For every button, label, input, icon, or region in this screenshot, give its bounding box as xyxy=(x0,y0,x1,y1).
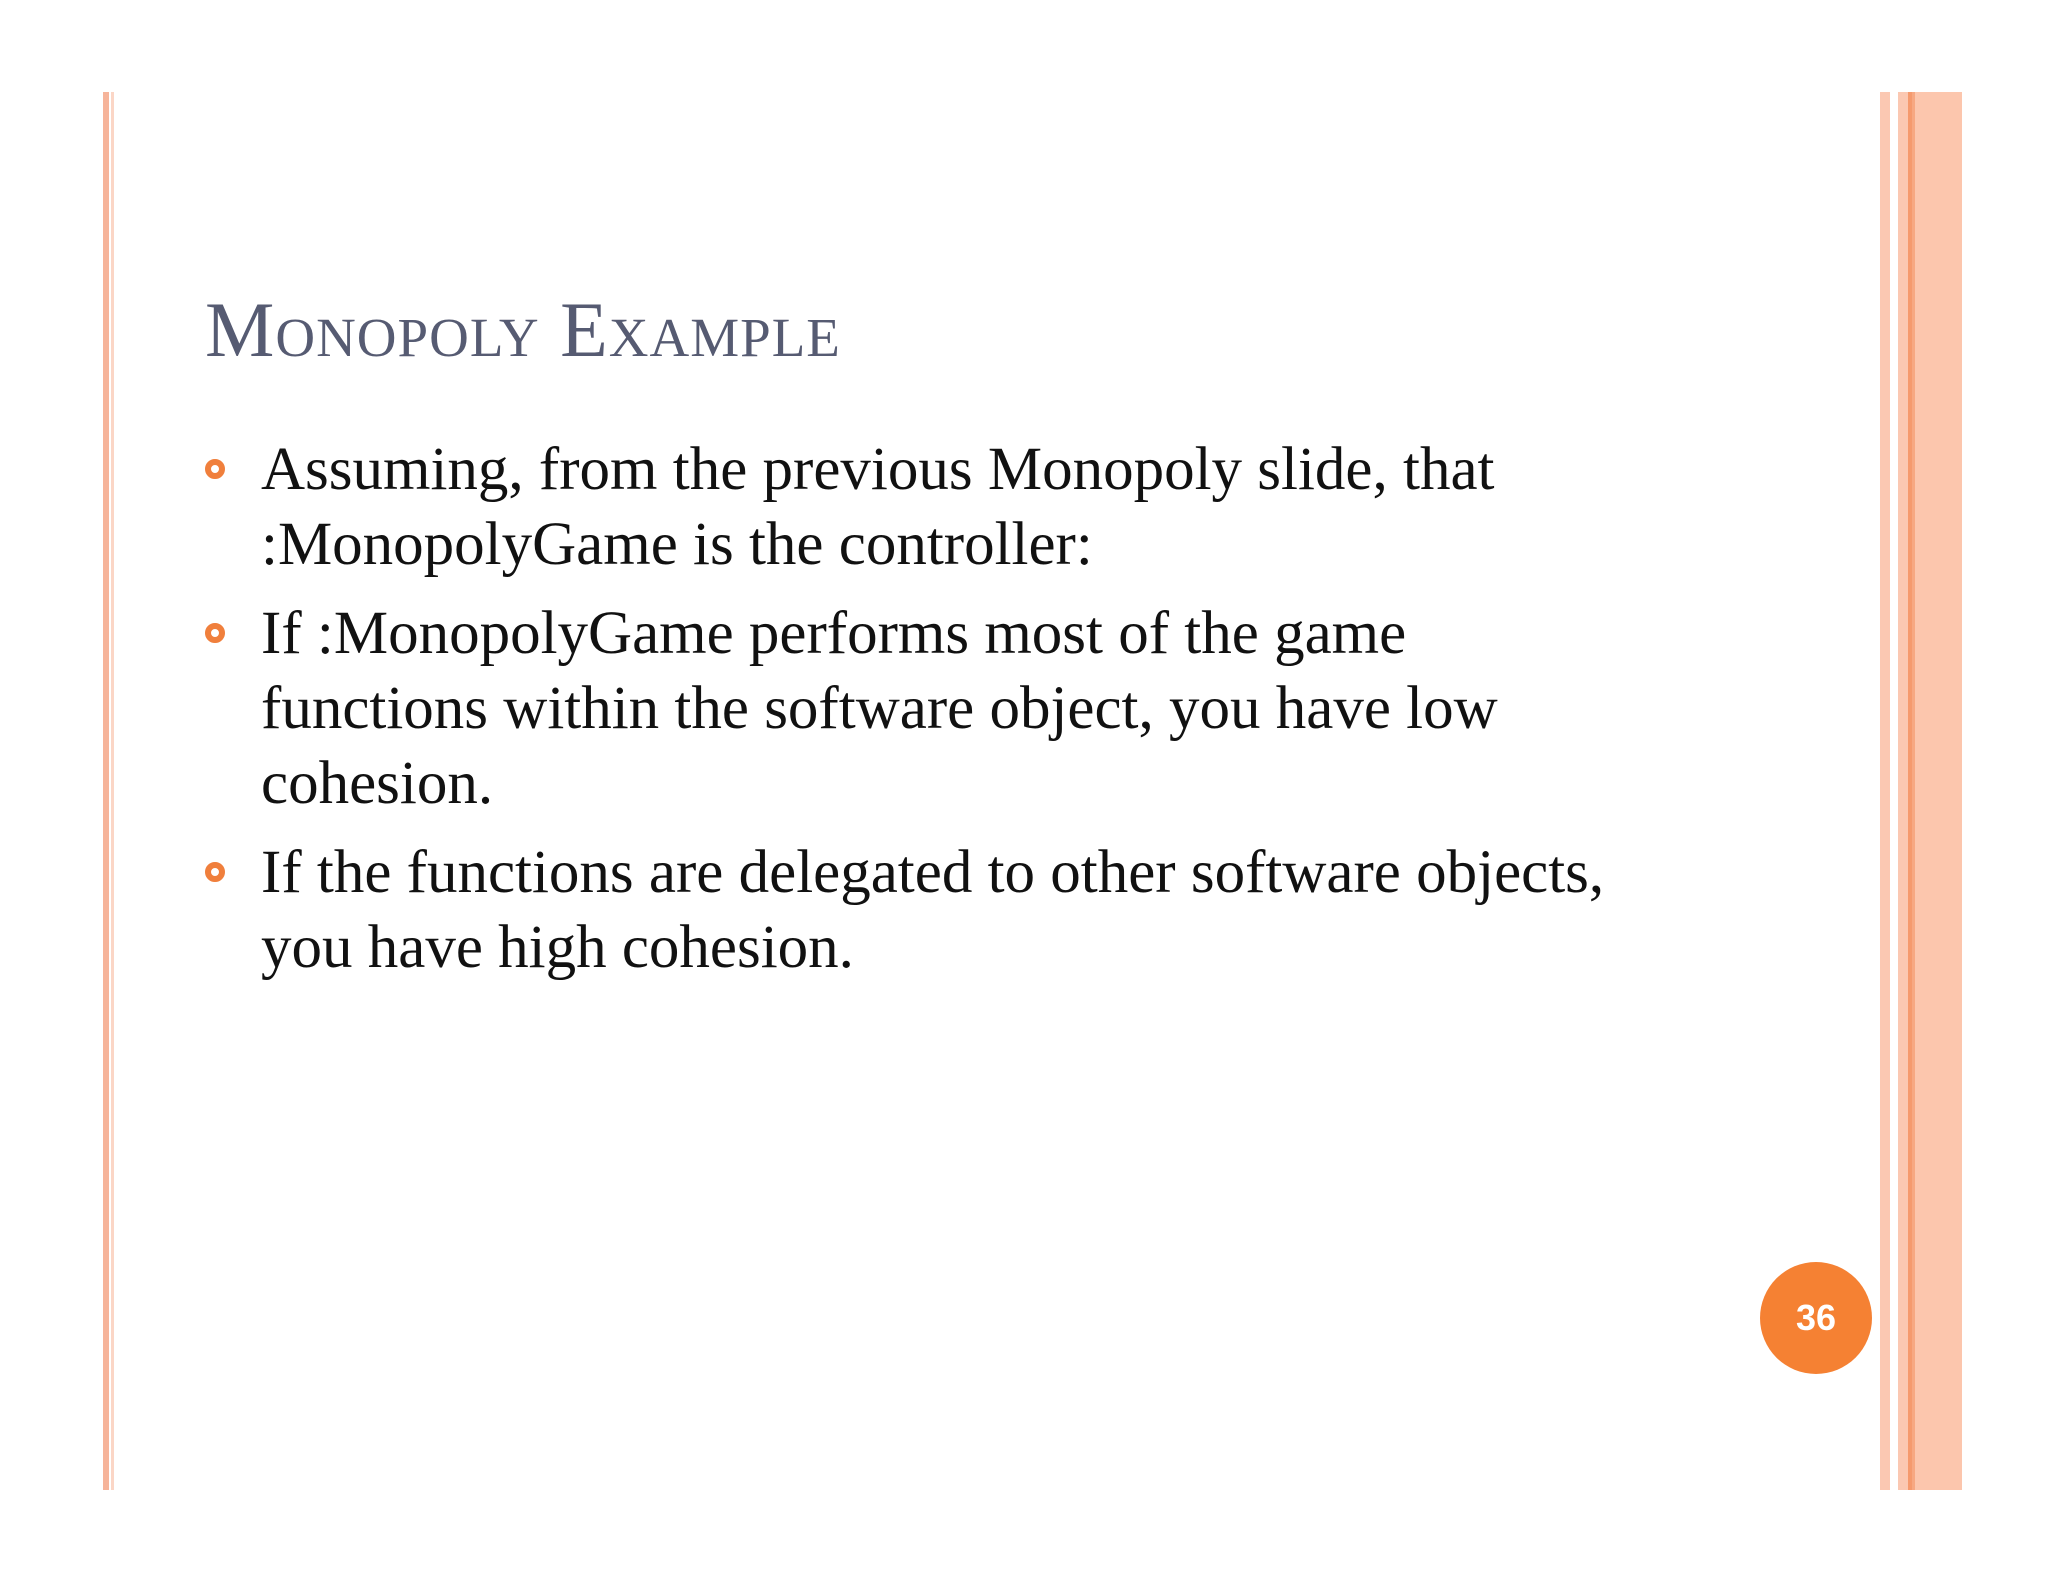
page-number: 36 xyxy=(1795,1297,1837,1338)
bullet-list xyxy=(205,432,1645,999)
bullet-item xyxy=(205,432,1645,582)
left-decorative-stripe xyxy=(103,92,109,1490)
slide-title: Monopoly Example xyxy=(205,286,841,373)
left-decorative-stripe-light xyxy=(111,92,114,1490)
bullet-item xyxy=(205,835,1645,985)
bullet-icon xyxy=(205,862,225,882)
bullet-item xyxy=(205,596,1645,821)
bullet-text: Assuming, from the previous Monopoly slide, that :MonopolyGame is the controller: xyxy=(261,436,1495,578)
right-band-gap xyxy=(1890,92,1898,1490)
right-band-fill xyxy=(1915,92,1962,1490)
right-band-stripe xyxy=(1880,92,1890,1490)
bullet-icon xyxy=(205,459,225,479)
bullet-text: If :MonopolyGame performs most of the game functions within the software object, you have low cohesion. xyxy=(261,600,1498,817)
page-number-badge xyxy=(1760,1262,1872,1374)
bullet-text: If the functions are delegated to other software objects, you have high cohesion. xyxy=(261,839,1605,981)
right-decorative-band xyxy=(1880,92,1962,1490)
right-band-stripe xyxy=(1898,92,1908,1490)
bullet-icon xyxy=(205,623,225,643)
